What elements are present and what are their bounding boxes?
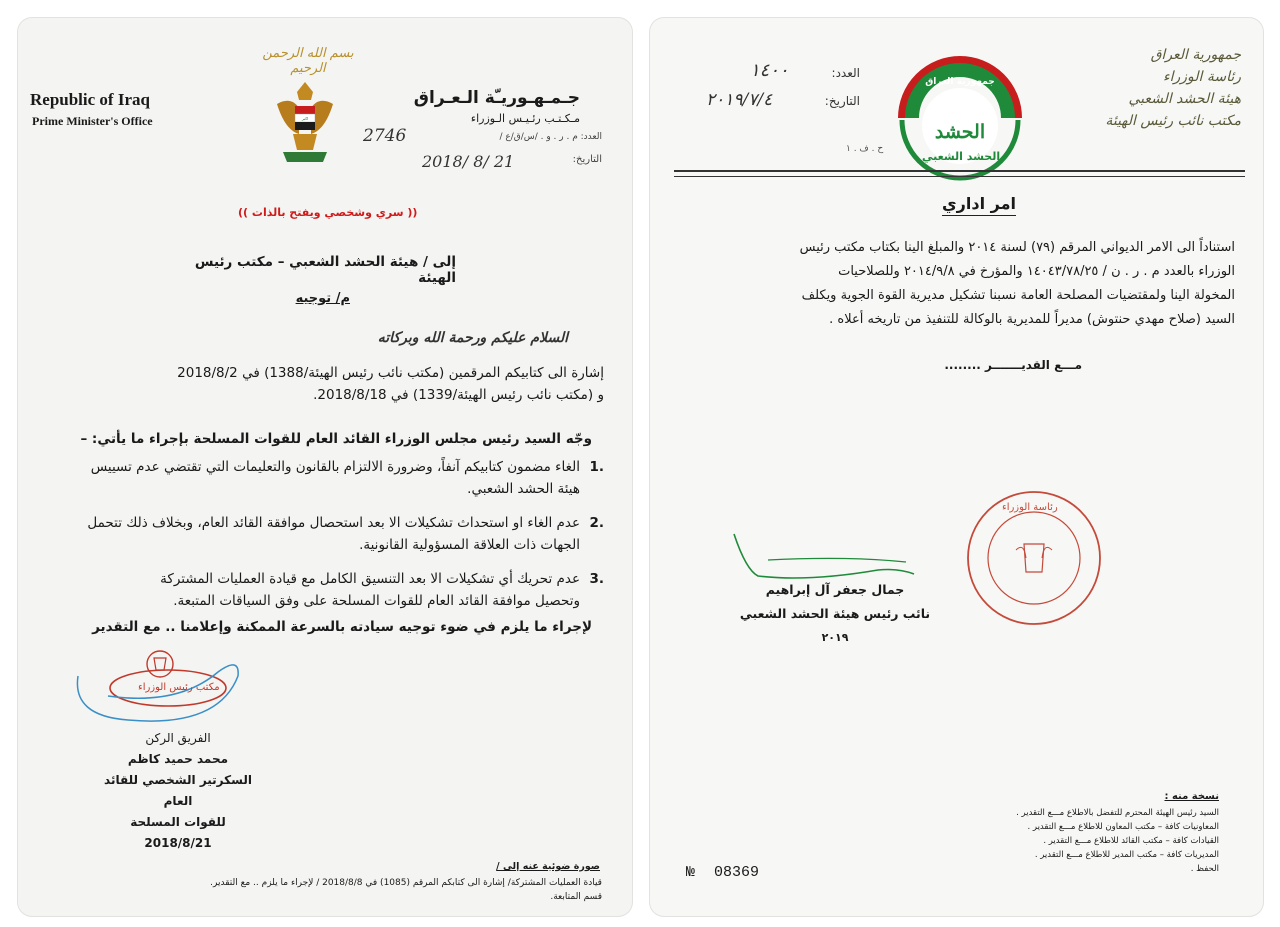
header-rule-top: [674, 170, 1245, 172]
ref-number-label: العدد: م . ر . و . /س/ق/ع /: [499, 132, 602, 142]
pmf-logo-icon: [890, 48, 1030, 188]
classification-label: (( سري وشخصي ويفتح بالذات )): [238, 206, 418, 219]
directive-line: وجّه السيد رئيس مجلس الوزراء القائد العام للقوات المسلحة بإجراء ما يأتي: –: [80, 431, 592, 447]
stamp-text: رئاسة الوزراء: [1002, 502, 1058, 513]
signature-title1: السكرتير الشخصي للقائد العام: [104, 773, 252, 808]
cc-item: القيادات كافة – مكتب القائد للاطلاع مـــع التقدير .: [1043, 836, 1219, 846]
basmala: بسم الله الرحمن الرحيم: [262, 46, 354, 76]
document-right: [650, 18, 1263, 916]
svg-text:جمهورية العراق: جمهورية العراق: [925, 77, 995, 87]
directive-item-2: [44, 512, 604, 556]
svg-text:الحشد: الحشد: [934, 121, 986, 143]
subject-line: م/ توجيه: [295, 291, 350, 306]
serial-number: 08369: [714, 864, 760, 881]
recipient-line: إلى / هيئة الحشد الشعبي – مكتب رئيس الهيئة: [194, 254, 456, 286]
number-value: ١٤٠٠: [750, 60, 789, 81]
cc-item: قسم المتابعة.: [550, 892, 602, 902]
svg-text:اكبر: اكبر: [301, 116, 309, 121]
regards-line: مـــع القديـــــــر ........: [944, 358, 1082, 372]
stamp-text: مكتب رئيس الوزراء: [138, 682, 220, 693]
signature-title2: للقوات المسلحة: [130, 815, 226, 829]
directive-item-3-line2: وتحصيل موافقة القائد العام للقوات المسلحة على وفق السياقات المتبعة.: [173, 593, 580, 609]
signature-block: [88, 728, 268, 854]
header-ar-line3: هيئة الحشد الشعبي: [1128, 91, 1241, 107]
order-body: [675, 236, 1235, 332]
cc-title: صورة ضوئية عنه إلى /: [496, 861, 600, 872]
header-en-line1: Republic of Iraq: [30, 90, 150, 109]
order-body-line3: المخولة الينا ولمقتضيات المصلحة العامة نسبنا تشكيل مديرية القوة الجوية ويكلف: [801, 288, 1235, 303]
date-label: التاريخ:: [572, 154, 602, 165]
closing-line: لإجراء ما يلزم في ضوء توجيه سيادته بالسرعة الممكنة وإعلامنا .. مع التقدير: [92, 619, 592, 635]
cc-item: المعاونيات كافة – مكتب المعاون للاطلاع مـــع التقدير .: [1027, 822, 1219, 832]
number-label: العدد:: [831, 66, 860, 80]
header-ar-block: [1071, 44, 1241, 132]
cc-item: الحفظ .: [1190, 864, 1219, 874]
signature-name: جمال جعفر آل إبراهيم: [765, 582, 905, 597]
directive-item-2-line1: عدم الغاء او استحداث تشكيلات الا بعد استحصال موافقة القائد العام، وبخلاف ذلك تتحمل: [87, 515, 580, 531]
signature-rank: الفريق الركن: [145, 731, 211, 745]
date-label: التاريخ:: [824, 94, 860, 108]
directive-item-3-line1: عدم تحريك أي تشكيلات الا بعد التنسيق الكامل مع قيادة العمليات المشتركة: [160, 571, 580, 587]
cc-item: قيادة العمليات المشتركة/ إشارة الى كتابكم المرقم (1085) في 2018/8/8 / لإجراء ما يلزم .. مع التقدير.: [210, 878, 602, 888]
order-body-line4: السيد (صلاح مهدي حنتوش) مديراً للمديرية بالوكالة للتنفيذ من تاريخه أعلاه .: [829, 312, 1235, 327]
cc-title: نسخة منه :: [1164, 791, 1219, 802]
serial-symbol: №: [686, 864, 696, 881]
reference-line-2: و (مكتب نائب رئيس الهيئة/1339) في 2018/8/18.: [313, 387, 604, 403]
date-value: 2018/ 8/ 21: [422, 152, 515, 171]
document-left: [18, 18, 632, 916]
order-title: امر اداري: [942, 194, 1016, 216]
order-body-line1: استناداً الى الامر الديواني المرقم (٧٩) لسنة ٢٠١٤ والمبلغ الينا بكتاب مكتب رئيس: [799, 240, 1235, 255]
greeting: السلام عليكم ورحمة الله وبركاته: [377, 330, 568, 346]
signature-block: [730, 578, 940, 650]
header-ar-line4: مكتب نائب رئيس الهيئة: [1105, 113, 1241, 129]
list-number: .3: [589, 571, 604, 587]
logo-center-text: الحشد الشعبي: [922, 150, 1001, 163]
signature-title: نائب رئيس هيئة الحشد الشعبي: [739, 606, 931, 621]
directive-item-3: [44, 568, 604, 612]
date-value: ٢٠١٩/٧/٤: [706, 90, 773, 110]
list-number: .2: [589, 515, 604, 531]
header-ar-line2: مـكـتـب رئـيـس الـوزراء: [470, 112, 580, 125]
iraq-coat-of-arms-icon: [273, 78, 337, 170]
header-rule-bottom: [674, 176, 1245, 177]
cc-list: [919, 806, 1219, 876]
signature-name: محمد حميد كاظم: [127, 752, 229, 766]
reference-paragraph: [44, 362, 604, 406]
cc-item: السيد رئيس الهيئة المحترم للتفضل بالاطلاع مـــع التقدير .: [1016, 808, 1219, 818]
ref-mark: ح . ف . ١: [846, 144, 884, 154]
directive-item-1: [44, 456, 604, 500]
directive-item-2-line2: الجهات ذات العلاقة المسؤولية القانونية.: [359, 537, 580, 553]
header-en-line2: Prime Minister's Office: [32, 114, 153, 128]
list-number: .1: [589, 459, 604, 475]
directive-item-1-line1: الغاء مضمون كتابيكم آنفاً، وضرورة الالتزام بالقانون والتعليمات التي تقتضي عدم تسييس: [90, 459, 580, 475]
order-body-line2: الوزراء بالعدد م . ر . ن / ١٤٠٤٣/٧٨/٢٥ والمؤرخ في ٢٠١٤/٩/٨ وللصلاحيات: [838, 264, 1235, 279]
header-ar-line1: جـمـهـوريـّة الـعـراق: [413, 88, 580, 108]
ref-number-value: 2746: [363, 126, 407, 146]
cc-item: المديريات كافة – مكتب المدير للاطلاع مـــع التقدير .: [1034, 850, 1219, 860]
header-ar-line2: رئاسة الوزراء: [1163, 69, 1241, 85]
header-ar-line1: جمهورية العراق: [1150, 47, 1241, 63]
directive-item-1-line2: هيئة الحشد الشعبي.: [467, 481, 580, 497]
signature-year: ٢٠١٩: [821, 631, 849, 644]
signature-date: 2018/8/21: [144, 836, 212, 850]
reference-line-1: إشارة الى كتابيكم المرقمين (مكتب نائب رئيس الهيئة/1388) في 2018/8/2: [177, 365, 604, 381]
cc-list: [62, 876, 602, 904]
directive-items-list: [44, 456, 604, 612]
serial-number-row: [686, 864, 759, 881]
